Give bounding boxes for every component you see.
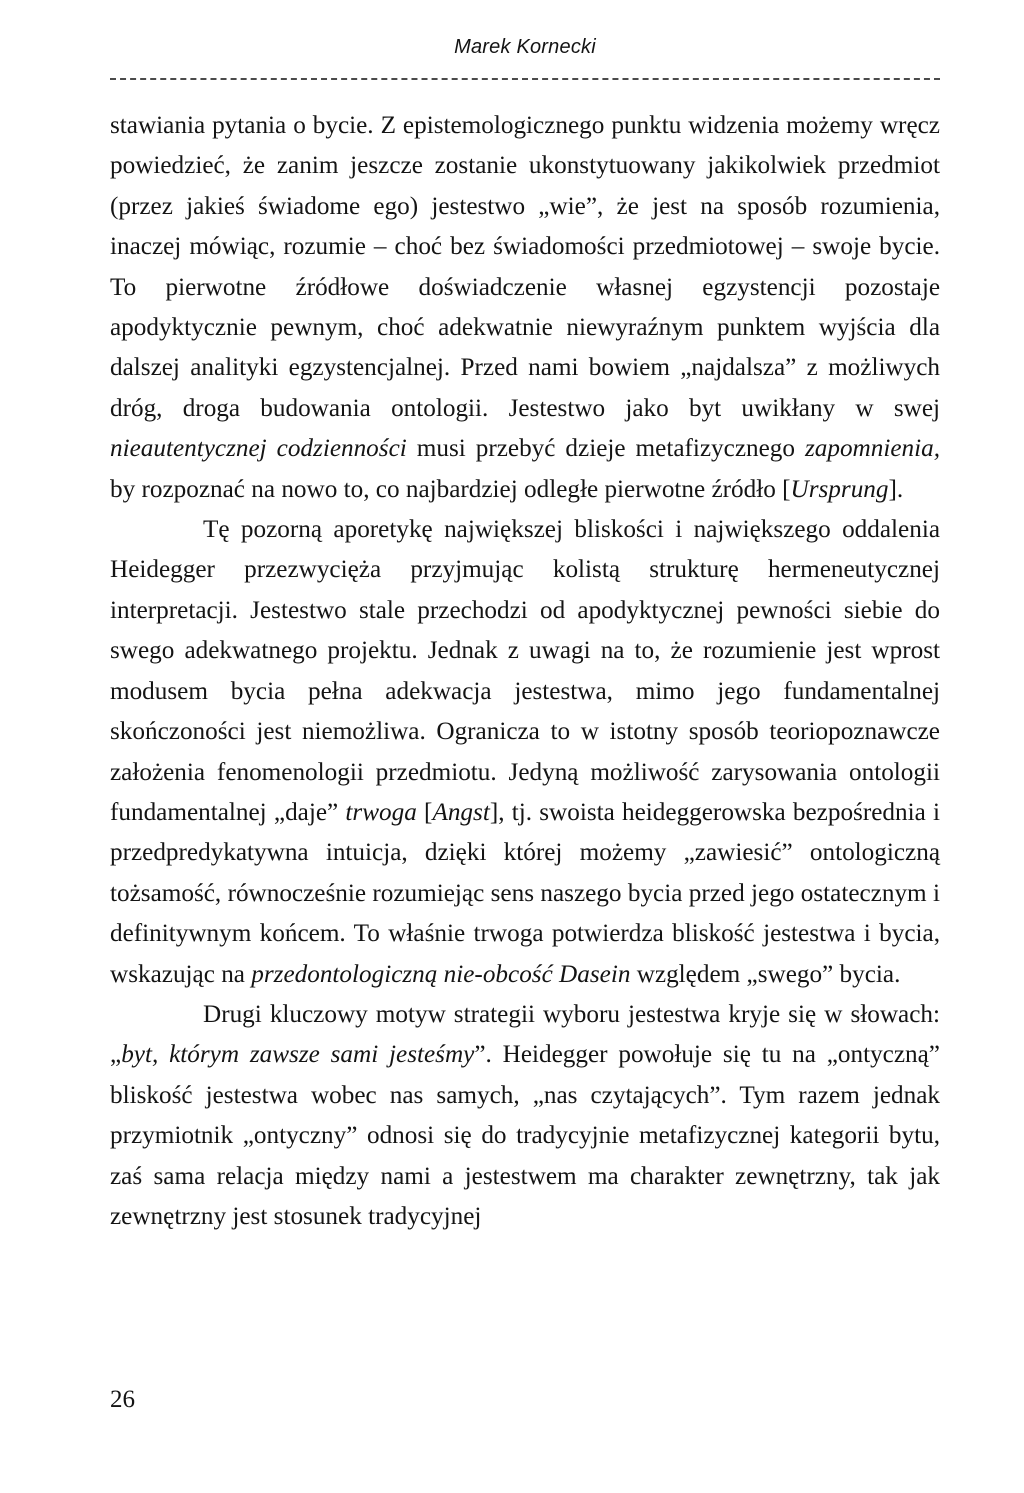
page-number: 26: [110, 1386, 135, 1413]
text-run: Tę pozorną aporetykę największej bliskości i największego oddalenia Heidegger przezwycięża przyjmując kolistą strukturę hermeneutycznej interpretacji. Jestestwo stale przechodzi od apodyktycznej pewności siebie do swego adekwatnego projektu. Jednak z uwagi na to, że rozumienie jest wprost modusem bycia pełna adekwacja jestestwa, mimo jego fundamentalnej skończoności jest niemożliwa. Ogranicza to w istotny sposób teoriopoznawcze założenia fenomenologii przedmiotu. Jedyną możliwość zarysowania ontologii fundamentalnej „daje”: [110, 516, 940, 826]
text-run: ], tj. swoista heideggerowska bezpośrednia i przedpredykatywna intuicja, dzięki której możemy „zawiesić” ontologiczną tożsamość, równocześnie rozumiejąc sens naszego bycia przed jego ostatecznym i definitywnym końcem. To właśnie trwoga potwierdza bliskość jestestwa i bycia, wskazując na: [110, 798, 941, 988]
italic-text-run: Ursprung: [790, 475, 889, 503]
text-run: stawiania pytania o bycie. Z epistemologicznego punktu widzenia możemy wręcz powiedzieć, że zanim jeszcze zostanie ukonstytuowany jakikolwiek przedmiot (przez jakieś świadome ego) jestestwo „wie”, że jest na sposób rozumienia, inaczej mówiąc, rozumie – choć bez świadomości przedmiotowej – swoje bycie. To pierwotne źródłowe doświadczenie własnej egzystencji pozostaje apodyktycznie pewnym, choć adekwatnie niewyraźnym punktem wyjścia dla dalszej analityki egzystencjalnej. Przed nami bowiem „najdalsza” z możliwych dróg, droga budowania ontologii. Jestestwo jako byt uwikłany w swej: [110, 112, 940, 422]
italic-text-run: Angst: [432, 798, 490, 826]
header-rule: [110, 78, 940, 80]
text-run: względem „swego” bycia.: [630, 960, 901, 988]
paragraph-aporetics: [110, 510, 940, 995]
text-run: ”. Heidegger powołuje się tu na „ontyczną” bliskość jestestwa wobec nas samych, „nas czytających”. Tym razem jednak przymiotnik „ontyczny” odnosi się do tradycyjnie metafizycznej kategorii bytu, zaś sama relacja między nami a jestestwem ma charakter zewnętrzny, tak jak zewnętrzny jest stosunek tradycyjnej: [110, 1041, 940, 1230]
italic-text-run: nieautentycznej codzienności: [110, 435, 407, 463]
running-header-author: Marek Kornecki: [454, 36, 596, 58]
text-run: ].: [888, 475, 904, 503]
paragraph-second-motive: [110, 995, 940, 1237]
paragraph-continuation: [110, 106, 940, 510]
text-run: musi przebyć dzieje metafizycznego: [406, 435, 805, 463]
text-run: [: [416, 798, 433, 826]
italic-text-run: byt, którym zawsze sami jesteśmy: [121, 1041, 475, 1069]
text-run: by rozpoznać na nowo to, co najbardziej odległe pierwotne źródło [: [110, 475, 791, 503]
italic-text-run: zapomnienia,: [804, 435, 940, 463]
italic-text-run: przedontologiczną nie-obcość Dasein: [251, 960, 631, 988]
italic-text-run: trwoga: [345, 798, 417, 826]
text-run: Drugi kluczowy motyw strategii wyboru jestestwa kryje się w słowach: „: [110, 1000, 940, 1069]
body-text: [110, 106, 940, 1237]
